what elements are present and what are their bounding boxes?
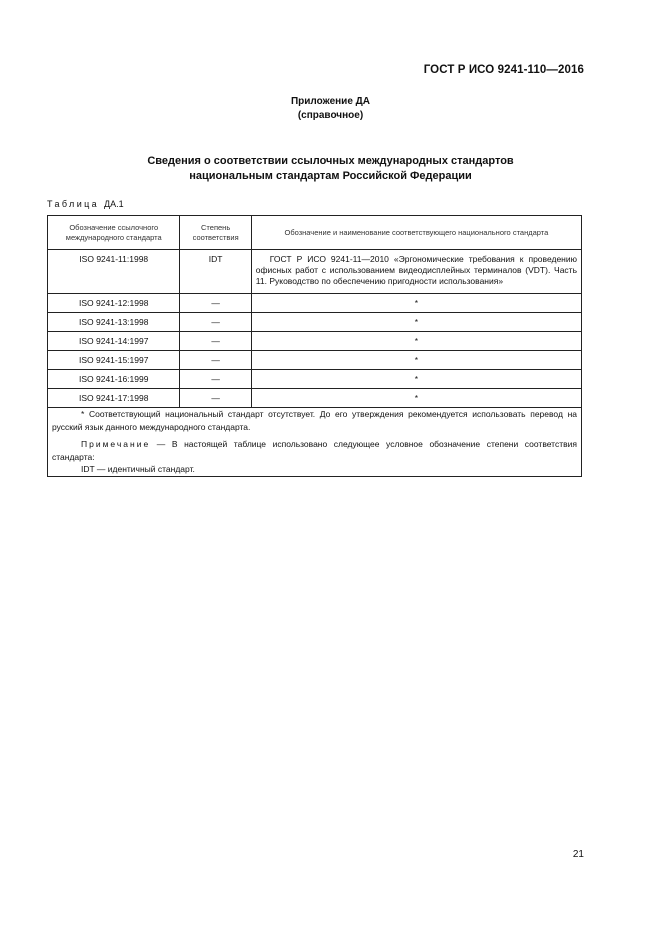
cell-national: *: [251, 294, 581, 313]
document-code: ГОСТ Р ИСО 9241-110—2016: [423, 64, 584, 76]
header-intl-standard: Обозначение ссылочного международного стандарта: [48, 216, 180, 250]
cell-national-text: ГОСТ Р ИСО 9241-11—2010 «Эргономические требования к проведению офисных работ с использованием видеодисплейных терминалов (VDT). Часть 11. Руководство по обеспечению пригодности использования»: [255, 254, 577, 286]
cell-national: *: [251, 313, 581, 332]
section-title-line-2: национальным стандартам Российской Федерации: [189, 170, 472, 182]
table-row: [48, 370, 582, 389]
cell-national: *: [251, 389, 581, 408]
table-caption-number: ДА.1: [104, 199, 124, 209]
table-row: [48, 389, 582, 408]
cell-national: [251, 250, 581, 294]
cell-degree: —: [180, 294, 251, 313]
section-title-line-1: Сведения о соответствии ссылочных международных стандартов: [147, 155, 514, 167]
table-row: [48, 332, 582, 351]
table-row: [48, 250, 582, 294]
table-caption: [47, 199, 124, 209]
cell-intl: ISO 9241-17:1998: [48, 389, 180, 408]
header-national-standard: Обозначение и наименование соответствующего национального стандарта: [251, 216, 581, 250]
header-degree: Степень соответствия: [180, 216, 251, 250]
appendix-subtitle: (справочное): [297, 110, 364, 121]
footnote-text: * Соответствующий национальный стандарт отсутствует. До его утверждения рекомендуется использовать перевод на русский язык данного международного стандарта.: [52, 409, 577, 432]
table-row: [48, 313, 582, 332]
appendix-heading: [0, 95, 661, 123]
cell-intl: ISO 9241-14:1997: [48, 332, 180, 351]
table-footer-row: [48, 408, 582, 477]
table-row: [48, 294, 582, 313]
table-row: [48, 351, 582, 370]
page-number: 21: [572, 849, 584, 860]
table-header-row: [48, 216, 582, 250]
cell-degree: —: [180, 370, 251, 389]
cell-degree: —: [180, 332, 251, 351]
note-idt-definition: [52, 463, 577, 476]
section-title: [0, 154, 661, 184]
appendix-title: Приложение ДА: [290, 96, 371, 107]
cell-national: *: [251, 351, 581, 370]
cell-degree: —: [180, 389, 251, 408]
cell-national: *: [251, 332, 581, 351]
cell-intl: ISO 9241-13:1998: [48, 313, 180, 332]
cell-degree: —: [180, 313, 251, 332]
cell-intl: ISO 9241-16:1999: [48, 370, 180, 389]
cell-degree: IDT: [180, 250, 251, 294]
correspondence-table: [47, 215, 582, 477]
table-caption-prefix: Таблица: [47, 199, 100, 209]
note-idt-text: IDT — идентичный стандарт.: [81, 464, 195, 474]
note-text: — В настоящей таблице использовано следующее условное обозначение степени соответствия стандарта:: [52, 439, 577, 462]
cell-national: *: [251, 370, 581, 389]
note-label: Примечание: [81, 439, 151, 449]
cell-intl: ISO 9241-15:1997: [48, 351, 180, 370]
cell-degree: —: [180, 351, 251, 370]
cell-intl: ISO 9241-11:1998: [48, 250, 180, 294]
table-footnotes: [48, 408, 582, 477]
cell-intl: ISO 9241-12:1998: [48, 294, 180, 313]
table-note: [52, 438, 577, 463]
footnote: [52, 408, 577, 433]
